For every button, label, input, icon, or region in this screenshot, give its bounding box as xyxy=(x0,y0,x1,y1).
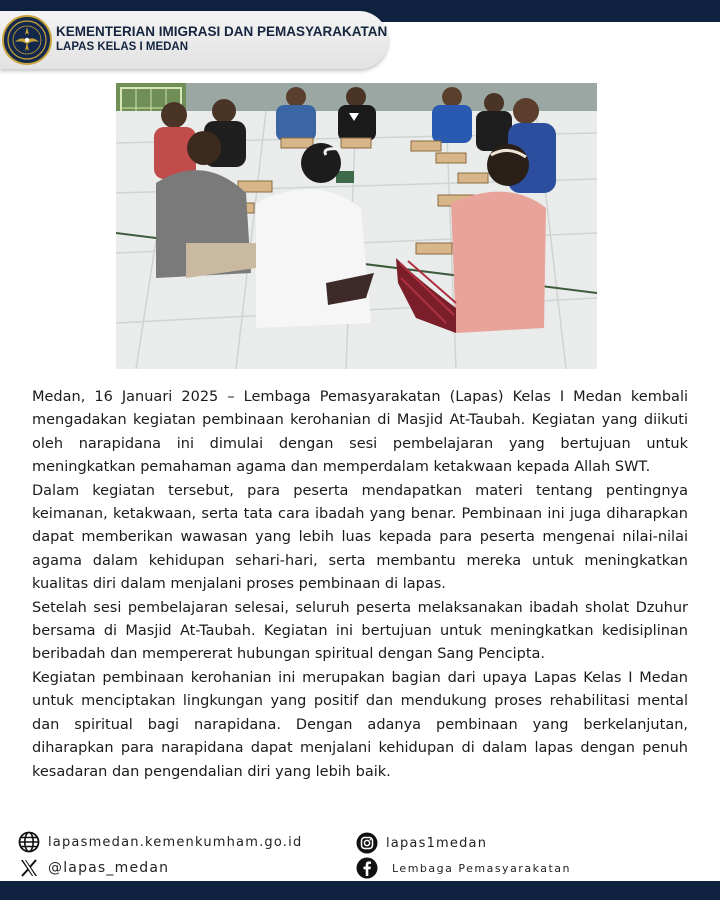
header-title: KEMENTERIAN IMIGRASI DAN PEMASYARAKATAN xyxy=(56,24,388,39)
article-body xyxy=(32,386,688,784)
footer-instagram-text: lapas1medan xyxy=(386,835,488,851)
footer-x-text: @lapas_medan xyxy=(48,860,170,876)
globe-icon xyxy=(18,831,40,853)
article-paragraph: Setelah sesi pembelajaran selesai, seluruh peserta melaksanakan ibadah sholat Dzuhur bersama di Masjid At-Taubah. Kegiatan ini bertujuan untuk meningkatkan kedisiplinan beribadah dan mempererat hubungan spiritual dengan Sang Pencipta. xyxy=(32,599,688,663)
footer-website-text: lapasmedan.kemenkumham.go.id xyxy=(48,834,303,850)
facebook-icon xyxy=(356,857,378,879)
header-banner xyxy=(0,11,388,69)
news-photo xyxy=(116,83,597,369)
x-logo-icon xyxy=(18,857,40,879)
ministry-emblem-icon xyxy=(2,15,52,65)
footer-website[interactable] xyxy=(18,831,302,853)
article-paragraph: Medan, 16 Januari 2025 – Lembaga Pemasyarakatan (Lapas) Kelas I Medan kembali mengadakan kegiatan pembinaan kerohanian di Masjid At-Taubah. Kegiatan yang diikuti oleh narapidana ini dimulai dengan sesi pembelajaran yang bertujuan untuk meningkatkan pemahaman agama dan memperdalam ketakwaan kepada Allah SWT. xyxy=(32,389,688,476)
header-subtitle: LAPAS KELAS I MEDAN xyxy=(56,41,189,53)
footer-facebook[interactable] xyxy=(356,857,571,879)
footer-x[interactable] xyxy=(18,857,169,879)
footer-facebook-text: Lembaga Pemasyarakatan xyxy=(392,861,572,875)
bottom-navy-bar xyxy=(0,881,720,900)
footer-instagram[interactable] xyxy=(356,832,487,854)
article-paragraph: Kegiatan pembinaan kerohanian ini merupakan bagian dari upaya Lapas Kelas I Medan untuk menciptakan lingkungan yang positif dan mendukung proses rehabilitasi mental dan spiritual bagi narapidana. Dengan adanya pembinaan yang berkelanjutan, diharapkan para narapidana dapat menjalani kehidupan di dalam lapas dengan penuh kesadaran dan pengendalian diri yang lebih baik. xyxy=(32,669,688,780)
instagram-icon xyxy=(356,832,378,854)
article-paragraph: Dalam kegiatan tersebut, para peserta mendapatkan materi tentang pentingnya keimanan, ketakwaan, serta tata cara ibadah yang benar. Pembinaan ini juga diharapkan dapat memberikan wawasan yang lebih luas kepada para peserta mengenai nilai-nilai agama dalam kehidupan sehari-hari, serta membantu mereka untuk meningkatkan kualitas diri dalam menjalani proses pembinaan di lapas. xyxy=(32,482,688,593)
